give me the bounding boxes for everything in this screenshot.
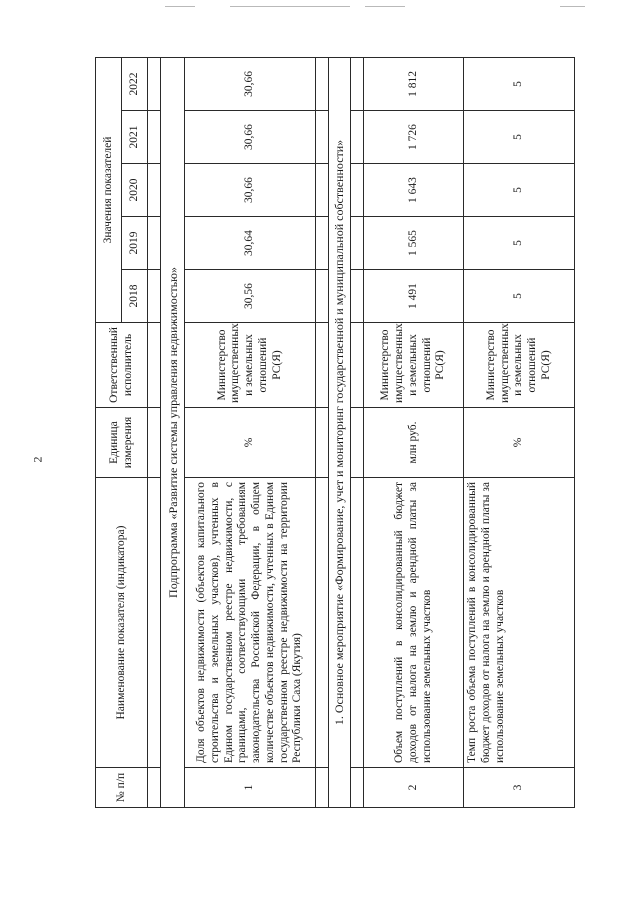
header-unit: Единица измерения (96, 408, 148, 478)
header-year: 2021 (122, 111, 148, 164)
header-name: Наименование показателя (индикатора) (96, 478, 148, 768)
header-year: 2020 (122, 164, 148, 217)
indicator-table (95, 57, 575, 808)
row-value-2020: 5 (464, 164, 575, 217)
header-year: 2022 (122, 57, 148, 110)
row-indicator-name: Объем поступлений в консолидированный бюджет доходов от налога на землю и арендной платы за использование земельных участков (364, 478, 464, 768)
scan-artifact-line (560, 6, 585, 7)
row-num: 2 (364, 768, 464, 808)
row-value-2022: 5 (464, 57, 575, 110)
row-executor: Министерство имущественных и земельных отношений РС(Я) (364, 323, 464, 408)
row-value-2020: 1 643 (364, 164, 464, 217)
row-unit: млн руб. (364, 408, 464, 478)
row-unit: % (185, 408, 316, 478)
row-value-2018: 5 (464, 270, 575, 323)
table-row (464, 57, 575, 807)
subprogram-heading: Подпрограмма «Развитие системы управления недвижимостью» (161, 57, 185, 807)
scan-artifact-line (365, 6, 405, 7)
spacer-row (350, 57, 363, 807)
header-values-group: Значения показателей (96, 57, 122, 322)
row-value-2019: 30,64 (185, 217, 316, 270)
header-executor: Ответственный исполнитель (96, 323, 148, 408)
row-executor: Министерство имущественных и земельных отношений РС(Я) (185, 323, 316, 408)
spacer-row (315, 57, 328, 807)
indicator-table-page (95, 58, 575, 808)
page-number: 2 (30, 456, 45, 463)
row-num: 3 (464, 768, 575, 808)
row-indicator-name: Доля объектов недвижимости (объектов капитального строительства и земельных участков), учтенных в Едином государственном реестре недвижимости, с границами, соответствующими требованиям законодательства Российской Федерации, в общем количестве объектов недвижимости, учтенных в Едином государственном реестре недвижимости на территории Республики Саха (Якутия) (185, 478, 316, 768)
table-row (185, 57, 316, 807)
row-value-2019: 1 565 (364, 217, 464, 270)
scan-artifact-line (230, 6, 350, 7)
row-value-2021: 1 726 (364, 111, 464, 164)
row-value-2021: 30,66 (185, 111, 316, 164)
scan-artifact-line (165, 6, 195, 7)
row-value-2019: 5 (464, 217, 575, 270)
row-value-2020: 30,66 (185, 164, 316, 217)
row-indicator-name: Темп роста объема поступлений в консолидированный бюджет доходов от налога на землю и арендной платы за использование земельных участков (464, 478, 575, 768)
row-value-2021: 5 (464, 111, 575, 164)
row-num: 1 (185, 768, 316, 808)
row-value-2022: 30,66 (185, 57, 316, 110)
header-year: 2018 (122, 270, 148, 323)
spacer-row (148, 57, 161, 807)
header-year: 2019 (122, 217, 148, 270)
row-value-2022: 1 812 (364, 57, 464, 110)
main-activity-heading: 1. Основное мероприятие «Формирование, учет и мониторинг государственной и муниципальной собственности» (328, 57, 350, 807)
row-value-2018: 30,56 (185, 270, 316, 323)
table-row (364, 57, 464, 807)
header-num: № п/п (96, 768, 148, 808)
row-executor: Министерство имущественных и земельных отношений РС(Я) (464, 323, 575, 408)
row-unit: % (464, 408, 575, 478)
row-value-2018: 1 491 (364, 270, 464, 323)
